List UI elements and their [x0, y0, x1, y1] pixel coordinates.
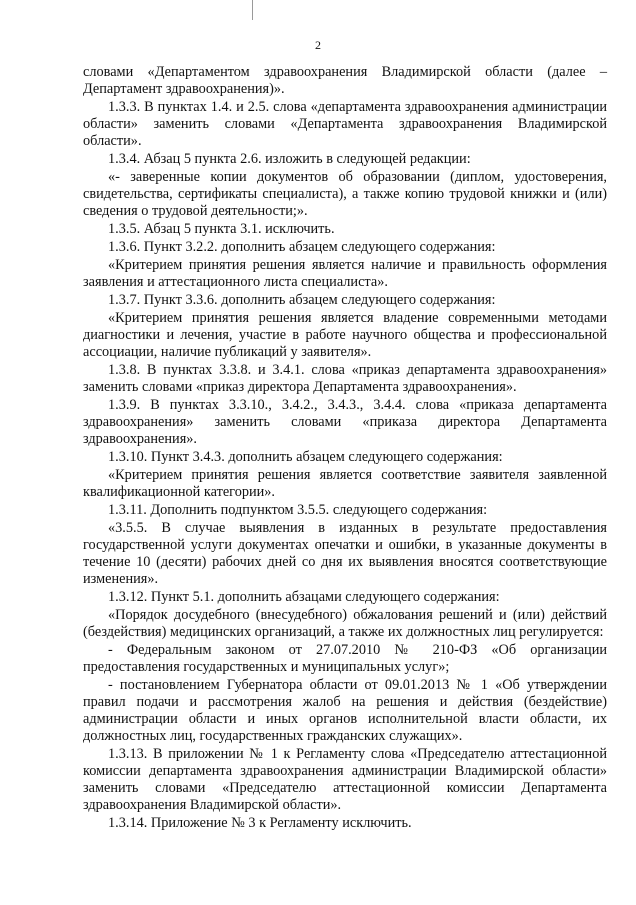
- paragraph-1-3-6: 1.3.6. Пункт 3.2.2. дополнить абзацем следующего содержания:: [108, 239, 496, 255]
- paragraph-1-3-8: 1.3.8. В пунктах 3.3.8. и 3.4.1. слова «приказ департамента здравоохранения» заменить словами «приказ директора Департамента здравоохранения».: [83, 362, 607, 395]
- paragraph-governor-decree: - постановлением Губернатора области от 09.01.2013 № 1 «Об утверждении правил подачи и рассмотрения жалоб на решения и действия (бездействие) администрации области и иных органов исполнительной власти области, их должностных лиц, государственных гражданских служащих».: [83, 677, 607, 744]
- paragraph-federal-law: - Федеральным законом от 27.07.2010 № 210-ФЗ «Об организации предоставления государственных и муниципальных услуг»;: [83, 642, 607, 675]
- paragraph-1-3-3: 1.3.3. В пунктах 1.4. и 2.5. слова «департамента здравоохранения администрации области» заменить словами «Департамента здравоохранения Владимирской области».: [83, 99, 607, 149]
- paragraph-quote-criterion-2: «Критерием принятия решения является владение современными методами диагностики и лечения, участие в работе научного общества и профессиональной ассоциации, наличие публикаций у заявителя».: [83, 310, 607, 360]
- paragraph-1-3-11: 1.3.11. Дополнить подпунктом 3.5.5. следующего содержания:: [108, 502, 488, 518]
- paragraph-1-3-10: 1.3.10. Пункт 3.4.3. дополнить абзацем следующего содержания:: [108, 449, 503, 465]
- scan-edge-line: [252, 0, 253, 20]
- paragraph-1-3-5: 1.3.5. Абзац 5 пункта 3.1. исключить.: [108, 221, 335, 237]
- paragraph-quote-criterion-3: «Критерием принятия решения является соответствие заявителя заявленной квалификационной категории».: [83, 467, 607, 500]
- page-number: 2: [315, 38, 321, 52]
- paragraph-quote-3-5-5: «3.5.5. В случае выявления в изданных в результате предоставления государственной услуги документах опечатки и ошибки, в указанные документы в течение 10 (десяти) рабочих дней со дня их выявления вносятся соответствующие изменения».: [83, 520, 607, 587]
- document-body: [83, 64, 607, 833]
- paragraph-continuation: словами «Департаментом здравоохранения Владимирской области (далее – Департамент здравоохранения)».: [83, 64, 607, 97]
- paragraph-quote-documents: «- заверенные копии документов об образовании (диплом, удостоверения, свидетельства, сертификаты специалиста), а также копию трудовой книжки и (или) сведения о трудовой деятельности;».: [83, 169, 607, 219]
- paragraph-1-3-12: 1.3.12. Пункт 5.1. дополнить абзацами следующего содержания:: [108, 589, 500, 605]
- paragraph-1-3-9: 1.3.9. В пунктах 3.3.10., 3.4.2., 3.4.3., 3.4.4. слова «приказа департамента здравоохранения» заменить словами «приказа директора Департамента здравоохранения».: [83, 397, 607, 447]
- paragraph-quote-appeal-procedure: «Порядок досудебного (внесудебного) обжалования решений и (или) действий (бездействия) медицинских организаций, а также их должностных лиц регулируется:: [83, 607, 607, 640]
- paragraph-1-3-14: 1.3.14. Приложение № 3 к Регламенту исключить.: [108, 815, 412, 831]
- paragraph-1-3-7: 1.3.7. Пункт 3.3.6. дополнить абзацем следующего содержания:: [108, 292, 496, 308]
- paragraph-quote-criterion-1: «Критерием принятия решения является наличие и правильность оформления заявления и аттестационного листа специалиста».: [83, 257, 607, 290]
- paragraph-1-3-4: 1.3.4. Абзац 5 пункта 2.6. изложить в следующей редакции:: [108, 151, 471, 167]
- paragraph-1-3-13: 1.3.13. В приложении № 1 к Регламенту слова «Председателю аттестационной комиссии департамента здравоохранения администрации Владимирской области» заменить словами «Председателю аттестационной комиссии Департамента здравоохранения Владимирской области».: [83, 746, 607, 813]
